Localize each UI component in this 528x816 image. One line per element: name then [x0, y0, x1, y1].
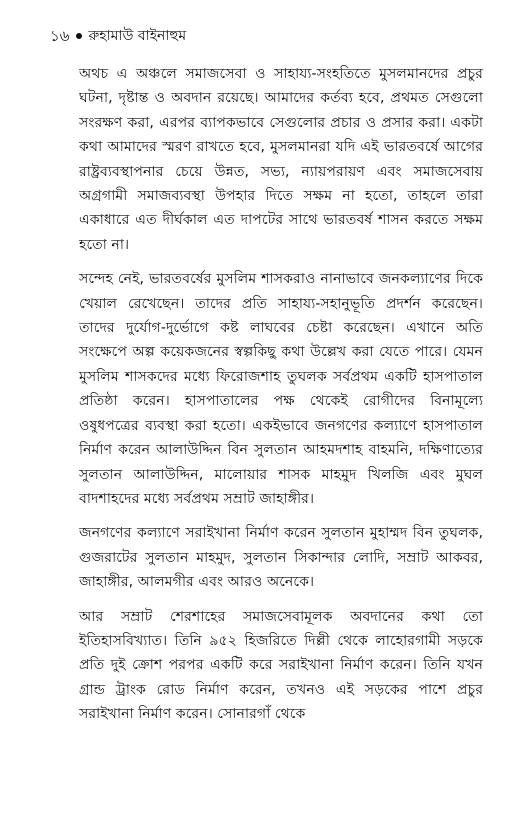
bullet-icon [76, 33, 82, 39]
paragraph: জনগণের কল্যাণে সরাইখানা নির্মাণ করেন সুলতান মুহাম্মদ বিন তুঘলক, গুজরাটের সুলতান মাহমুদ, সুলতান সিকান্দার লোদি, সম্রাট আকবর, জাহাঙ্গীর, আলমগীর এবং আরও অনেকে। [79, 525, 483, 591]
body-text [79, 62, 483, 802]
paragraph: অথচ এ অঞ্চলে সমাজসেবা ও সাহায্য-সংহতিতে মুসলমানদের প্রচুর ঘটনা, দৃষ্টান্ত ও অবদান রয়েছে। আমাদের কর্তব্য হবে, প্রথমত সেগুলো সংরক্ষণ করা, এরপর ব্যাপকভাবে সেগুলোর প্রচার ও প্রসার করা। একটা কথা আমাদের স্মরণ রাখতে হবে, মুসলমানরা যদি এই ভারতবর্ষে আগের রাষ্ট্রব্যবস্থাপনার চেয়ে উন্নত, সভ্য, ন্যায়পরায়ণ এবং সমাজসেবায় অগ্রগামী সমাজব্যবস্থা উপহার দিতে সক্ষম না হতো, তাহলে তারা একাধারে এত দীর্ঘকাল এত দাপটের সাথে ভারতবর্ষ শাসন করতে সক্ষম হতো না। [79, 66, 483, 253]
page-number: ১৬ [50, 27, 70, 45]
paragraph: আর সম্রাট শেরশাহের সমাজসেবামূলক অবদানের কথা তো ইতিহাসবিখ্যাত। তিনি ৯৫২ হিজরিতে দিল্লী থেকে লাহোরগামী সড়কে প্রতি দুই ক্রোশ পরপর একটি করে সরাইখানা নির্মাণ করেন। তিনি যখন গ্রান্ড ট্রাংক রোড নির্মাণ করেন, তখনও এই সড়কের পাশে প্রচুর সরাইখানা নির্মাণ করেন। সোনারগাঁ থেকে [79, 608, 483, 723]
running-head [50, 24, 186, 48]
paragraph: সন্দেহ নেই, ভারতবর্ষের মুসলিম শাসকরাও নানাভাবে জনকল্যাণের দিকে খেয়াল রেখেছেন। তাদের প্রতি সাহায্য-সহানুভূতি প্রদর্শন করেছেন। তাদের দুর্যোগ-দুর্ভোগে কষ্ট লাঘবের চেষ্টা করেছেন। এখানে অতি সংক্ষেপে অল্প কয়েকজনের স্বল্পকিছু কথা উল্লেখ করা যেতে পারে। যেমন মুসলিম শাসকদের মধ্যে ফিরোজশাহ তুঘলক সর্বপ্রথম একটি হাসপাতাল প্রতিষ্ঠা করেন। হাসপাতালের পক্ষ থেকেই রোগীদের বিনামূল্যে ওষুধপত্রের ব্যবস্থা করা হতো। একইভাবে জনগণের কল্যাণে হাসপাতাল নির্মাণ করেন আলাউদ্দিন বিন সুলতান আহমদশাহ বাহমনি, দক্ষিণাত্যের সুলতান আলাউদ্দিন, মালোয়ার শাসক মাহমুদ খিলজি এবং মুঘল বাদশাহদের মধ্যে সর্বপ্রথম সম্রাট জাহাঙ্গীর। [79, 271, 483, 507]
book-title: রুহামাউ বাইনাহুম [88, 28, 187, 44]
